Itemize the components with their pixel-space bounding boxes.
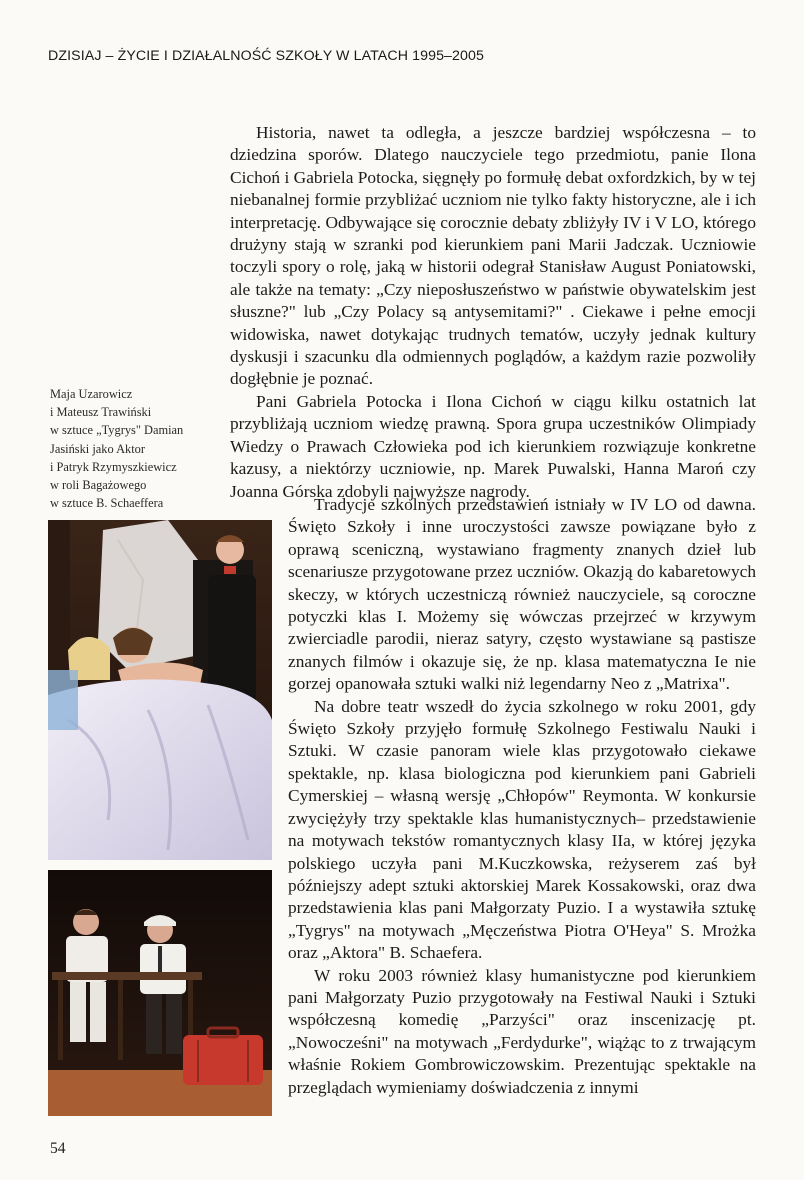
paragraph-school-theatre: Tradycje szkolnych przedstawień istniały w IV LO od dawna. Święto Szkoły i inne uroczystości zawsze powiązane było z oprawą sceniczną, wystawiano fragmenty znanych dzieł lub scenariusze przygotowane przez uczniów. Okazją do kabaretowych skeczy, w których uczestniczą również nauczyciele, są coroczne potyczki klas I. Możemy się wówczas przejrzeć w krzywym zwierciadle parodii, nieraz satyry, często wystawiane są pastisze znanych filmów i okazuje się, że np. klasa matematyczna Ie nie gorzej opanowała sztuki walki niż legendarny Neo z „Matrixa".: [288, 495, 756, 694]
text-column-upper: [230, 122, 756, 503]
paragraph-festival-2003: W roku 2003 również klasy humanistyczne pod kierunkiem pani Małgorzaty Puzio przygotowały na Festiwal Nauki i Sztuki współczesną komedię „Parzyści" oraz inscenizację pt. „Nowocześni" na motywach „Ferdydurke", wiążąc to z trwającym właśnie Rokiem Gombrowiczowskim. Prezentując spektakle na przeglądach wymieniamy doświadczenia z innymi: [288, 965, 756, 1097]
caption-line: Jasiński jako Aktor: [50, 441, 145, 456]
caption-line: w sztuce B. Schaeffera: [50, 496, 164, 511]
photo-aktor-performance: [48, 870, 272, 1116]
caption-line: i Mateusz Trawiński: [50, 405, 152, 420]
caption-line: i Patryk Rzymyszkiewicz: [50, 459, 177, 474]
caption-line: w roli Bagażowego: [50, 478, 147, 493]
running-header: DZISIAJ – ŻYCIE I DZIAŁALNOŚĆ SZKOŁY W LATACH 1995–2005: [48, 48, 485, 64]
paragraph-history-debates: Historia, nawet ta odległa, a jeszcze bardziej współczesna – to dziedzina sporów. Dlatego nauczyciele tego przedmiotu, panie Ilona Cichoń i Gabriela Potocka, sięgnęły po formułę debat oxfordzkich, by w tej niebanalnej formie przybliżać uczniom nie tylko fakty historyczne, ale i ich interpretację. Odbywające się corocznie debaty zbliżyły IV i V LO, którego drużyny stają w szranki pod kierunkiem pani Marii Jadczak. Uczniowie toczyli spory o rolę, jaką w historii odegrał Stanisław August Poniatowski, ale także na tematy: „Czy nieposłuszeństwo w państwie obywatelskim jest słuszne?" lub „Czy Polacy są antysemitami?" . Ciekawe i pełne emocji widowiska, nawet dotykając trudnych tematów, uczyły jednak kultury dyskusji i szacunku dla odmiennych poglądów, a każdym razie pozwoliły dogłębnie je poznać.: [230, 123, 756, 389]
caption-line: w sztuce „Tygrys" Damian: [50, 423, 184, 438]
page-number: 54: [50, 1140, 66, 1157]
photo-tygrys-performance: [48, 520, 272, 860]
paragraph-legal-knowledge: Pani Gabriela Potocka i Ilona Cichoń w ciągu kilku ostatnich lat przybliżają uczniom wiedzę prawną. Spora grupa uczestników Olimpiady Wiedzy o Prawach Człowieka pod ich kierunkiem rozwiązuje konkretne kazusy, a niektórzy uczniowie, np. Marek Puwalski, Hanna Maroń czy Joanna Górska zdobyli najwyższe nagrody.: [230, 391, 756, 501]
photo-caption: [50, 385, 230, 512]
paragraph-festival-2001: Na dobre teatr wszedł do życia szkolnego w roku 2001, gdy Święto Szkoły przyjęło formułę Szkolnego Festiwalu Nauki i Sztuki. W czasie panoram wiele klas przygotowało ciekawe spektakle, np. klasa biologiczna pod kierunkiem pani Gabrieli Cymerskiej – własną wersję „Chłopów" Reymonta. W konkursie zwyciężyły trzy spektakle klas humanistycznych– przedstawienie na motywach tekstów romantycznych klasy IIa, w której języka polskiego uczyła pani M.Kuczkowska, reżyserem zaś był późniejszy adept sztuki aktorskiej Marek Kossakowski, oraz dwa przedstawienia klas pani Małgorzaty Puzio. I a wystawiła sztukę „Tygrys" na motywach „Męczeństwa Piotra O'Heya" S. Mrożka oraz „Aktora" B. Schaefera.: [288, 696, 756, 963]
text-column-lower: [288, 494, 756, 1099]
caption-line: Maja Uzarowicz: [50, 387, 133, 401]
